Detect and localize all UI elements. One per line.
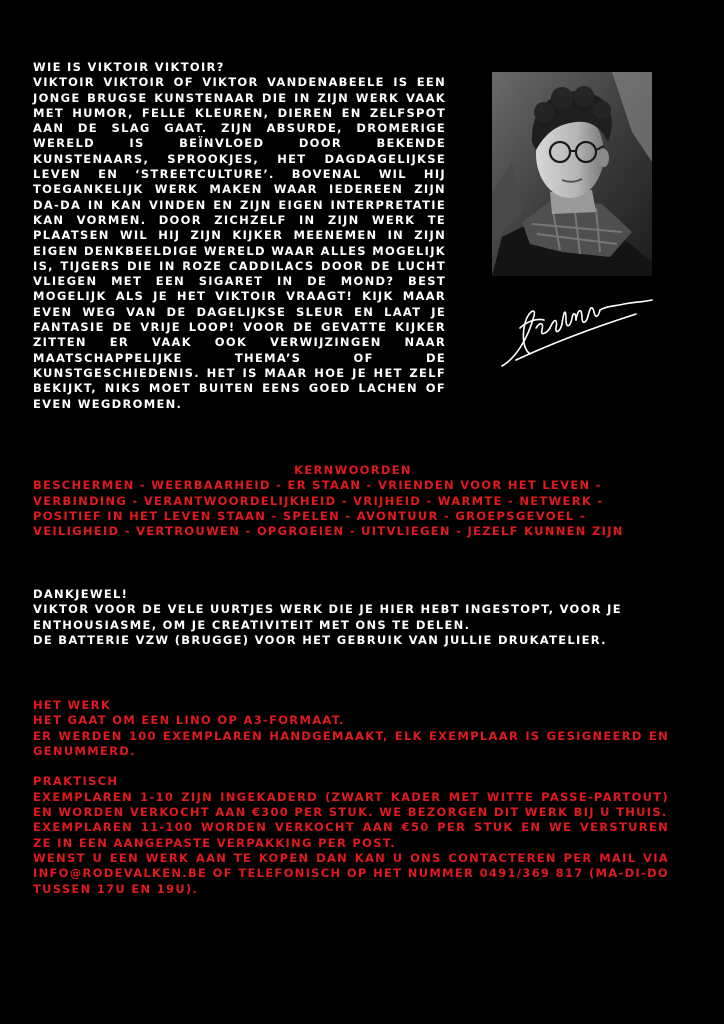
bio-text: VIKTOIR VIKTOIR OF VIKTOR VANDENABEELE IS EEN JONGE BRUGSE KUNSTENAAR DIE IN ZIJN WERK VAAK MET HUMOR, FELLE KLEUREN, DIEREN EN ZELFSPOT AAN DE SLAG GAAT. ZIJN ABSURDE, DROMERIGE WERELD IS BEÏNVLOED DOOR BEKENDE KUNSTENAARS, SPROOKJES, HET DAGDAGELIJKSE LEVEN EN ‘STREETCULTURE’. BOVENAL WIL HIJ TOEGANKELIJK WERK MAKEN WAAR IEDEREEN ZIJN DA-DA IN KAN VINDEN EN ZIJN EIGEN INTERPRETATIE KAN VORMEN. DOOR ZICHZELF IN ZIJN WERK TE PLAATSEN WIL HIJ ZIJN KIJKER MEENEMEN IN ZIJN EIGEN DENKBEELDIGE WERELD WAAR ALLES MOGELIJK IS, TIJGERS DIE IN ROZE CADDILACS DOOR DE LUCHT VLIEGEN MET EEN SIGARET IN DE MOND? BEST MOGELIJK ALS JE HET VIKTOIR VRAAGT! KIJK MAAR EVEN WEG VAN DE DAGELIJKSE SLEUR EN LAAT JE FANTASIE DE VRIJE LOOP! VOOR DE GEVATTE KIJKER ZITTEN ER VAAK OOK VERWIJZINGEN NAAR MAATSCHAPPELIJKE THEMA’S OF DE KUNSTGESCHIEDENIS. HET IS MAAR HOE JE HET ZELF BEKIJKT, NIKS MOET BUITEN EENS GOED LACHEN OF EVEN WEGDROMEN. xyxy=(33,75,446,411)
thanks-text-viktor: VIKTOR VOOR DE VELE UURTJES WERK DIE JE HIER HEBT INGESTOPT, VOOR JE ENTHOUSIASME, OM JE CREATIVITEIT MET ONS TE DELEN. xyxy=(33,602,622,632)
thanks-text-batterie: DE BATTERIE VZW (BRUGGE) VOOR HET GEBRUIK VAN JULLIE DRUKATELIER. xyxy=(33,632,607,647)
work-section xyxy=(33,698,669,897)
practical-contact: WENST U EEN WERK AAN TE KOPEN DAN KAN U ONS CONTACTEREN PER MAIL VIA INFO@RODEVALKEN.BE OF TELEFONISCH OP HET NUMMER 0491/369 817 (MA-DI-DO TUSSEN 17U EN 19U). xyxy=(33,850,669,896)
keywords-line: BESCHERMEN - WEERBAARHEID - ER STAAN - VRIENDEN VOOR HET LEVEN - xyxy=(33,478,602,493)
keywords-section xyxy=(33,463,673,539)
work-heading: HET WERK xyxy=(33,698,112,712)
practical-framed: EXEMPLAREN 1-10 ZIJN INGEKADERD (ZWART KADER MET WITTE PASSE-PARTOUT) EN WORDEN VERKOCHT AAN €300 PER STUK. WE BEZORGEN DIT WERK BIJ U THUIS. xyxy=(33,789,669,820)
keywords-line: POSITIEF IN HET LEVEN STAAN - SPELEN - AVONTUUR - GROEPSGEVOEL - xyxy=(33,508,586,523)
practical-heading: PRAKTISCH xyxy=(33,774,119,789)
thanks-section xyxy=(33,587,673,648)
keywords-line: VEILIGHEID - VERTROUWEN - OPGROEIEN - UITVLIEGEN - JEZELF KUNNEN ZIJN xyxy=(33,524,624,539)
keywords-line: VERBINDING - VERANTWOORDELIJKHEID - VRIJHEID - WARMTE - NETWERK - xyxy=(33,493,604,508)
artist-signature xyxy=(496,288,656,376)
bio-heading: WIE IS VIKTOIR VIKTOIR? xyxy=(33,60,225,74)
thanks-heading: DANKJEWEL! xyxy=(33,587,129,601)
work-edition: ER WERDEN 100 EXEMPLAREN HANDGEMAAKT, ELK EXEMPLAAR IS GESIGNEERD EN GENUMMERD. xyxy=(33,728,669,758)
bio-section xyxy=(33,60,446,412)
keywords-heading: KERNWOORDEN xyxy=(294,463,412,477)
work-format: HET GAAT OM EEN LINO OP A3-FORMAAT. xyxy=(33,713,345,728)
practical-unframed: EXEMPLAREN 11-100 WORDEN VERKOCHT AAN €50 PER STUK EN WE VERSTUREN ZE IN EEN AANGEPASTE VERPAKKING PER POST. xyxy=(33,820,669,850)
artist-portrait-photo xyxy=(492,72,652,276)
